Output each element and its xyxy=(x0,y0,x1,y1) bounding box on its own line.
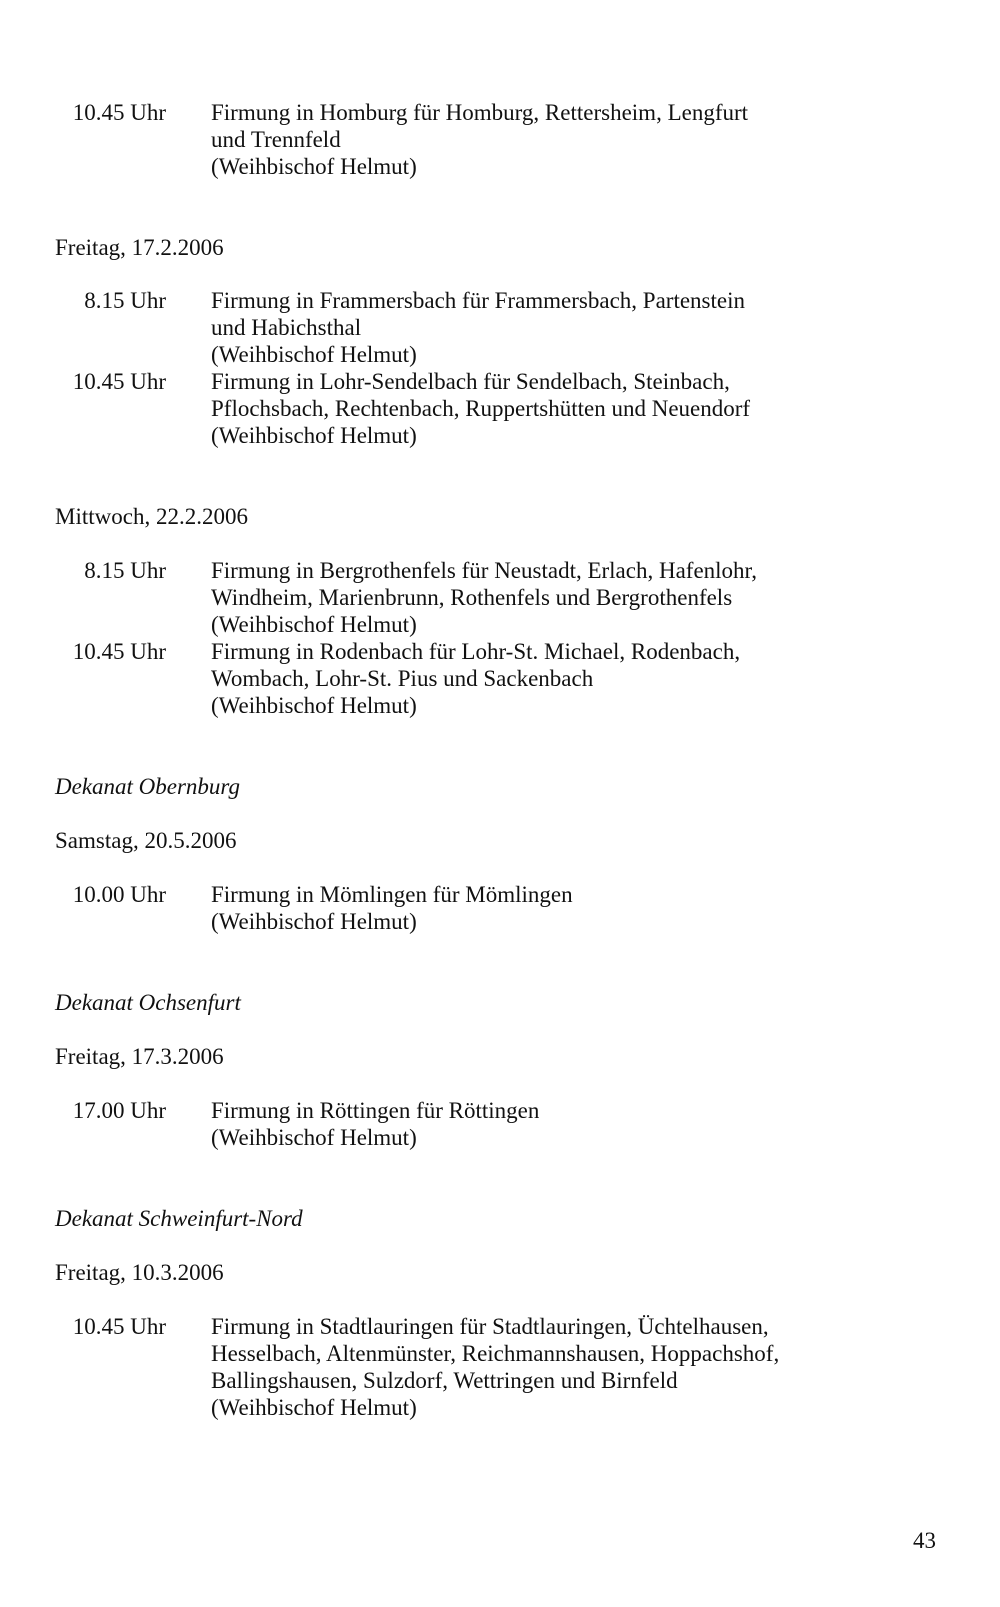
entry-text: Firmung in Röttingen für Röttingen xyxy=(211,1098,540,1123)
day-heading: Freitag, 17.2.2006 xyxy=(55,235,224,260)
entry-text: (Weihbischof Helmut) xyxy=(211,423,417,448)
page-number: 43 xyxy=(913,1528,936,1553)
dekanat-heading: Dekanat Schweinfurt-Nord xyxy=(55,1206,303,1231)
entry-text: (Weihbischof Helmut) xyxy=(211,693,417,718)
dekanat-heading: Dekanat Ochsenfurt xyxy=(55,990,241,1015)
day-heading: Mittwoch, 22.2.2006 xyxy=(55,504,248,529)
entry-text: und Trennfeld xyxy=(211,127,341,152)
entry-text: (Weihbischof Helmut) xyxy=(211,612,417,637)
entry-text: Firmung in Homburg für Homburg, Rettersheim, Lengfurt xyxy=(211,100,749,125)
entry-text: (Weihbischof Helmut) xyxy=(211,342,417,367)
day-heading: Freitag, 10.3.2006 xyxy=(55,1260,224,1285)
entry-time: 10.45 Uhr xyxy=(72,639,166,664)
entry-text: Wombach, Lohr-St. Pius und Sackenbach xyxy=(211,666,594,691)
entry-text: und Habichsthal xyxy=(211,315,362,340)
entry-time: 8.15 Uhr xyxy=(84,558,166,583)
entry-time: 10.45 Uhr xyxy=(72,1314,166,1339)
entry-text: (Weihbischof Helmut) xyxy=(211,154,417,179)
entry-text: Pflochsbach, Rechtenbach, Ruppertshütten und Neuendorf xyxy=(211,396,751,421)
entry-time: 10.45 Uhr xyxy=(72,369,166,394)
entry-time: 10.45 Uhr xyxy=(72,100,166,125)
entry-text: (Weihbischof Helmut) xyxy=(211,1125,417,1150)
entry-text: Firmung in Mömlingen für Mömlingen xyxy=(211,882,573,907)
entry-time: 17.00 Uhr xyxy=(72,1098,166,1123)
entry-text: Hesselbach, Altenmünster, Reichmannshausen, Hoppachshof, xyxy=(211,1341,780,1366)
entry-text: (Weihbischof Helmut) xyxy=(211,909,417,934)
entry-time: 10.00 Uhr xyxy=(72,882,166,907)
day-heading: Samstag, 20.5.2006 xyxy=(55,828,237,853)
entry-text: Windheim, Marienbrunn, Rothenfels und Bergrothenfels xyxy=(211,585,733,610)
dekanat-heading: Dekanat Obernburg xyxy=(55,774,241,799)
entry-text: (Weihbischof Helmut) xyxy=(211,1395,417,1420)
entry-text: Firmung in Bergrothenfels für Neustadt, Erlach, Hafenlohr, xyxy=(211,558,758,583)
entry-text: Firmung in Frammersbach für Frammersbach, Partenstein xyxy=(211,288,745,313)
entry-text: Ballingshausen, Sulzdorf, Wettringen und Birnfeld xyxy=(211,1368,678,1393)
entry-text: Firmung in Rodenbach für Lohr-St. Michael, Rodenbach, xyxy=(211,639,741,664)
day-heading: Freitag, 17.3.2006 xyxy=(55,1044,224,1069)
entry-text: Firmung in Stadtlauringen für Stadtlauringen, Üchtelhausen, xyxy=(211,1314,769,1339)
entry-time: 8.15 Uhr xyxy=(84,288,166,313)
entry-text: Firmung in Lohr-Sendelbach für Sendelbach, Steinbach, xyxy=(211,369,730,394)
